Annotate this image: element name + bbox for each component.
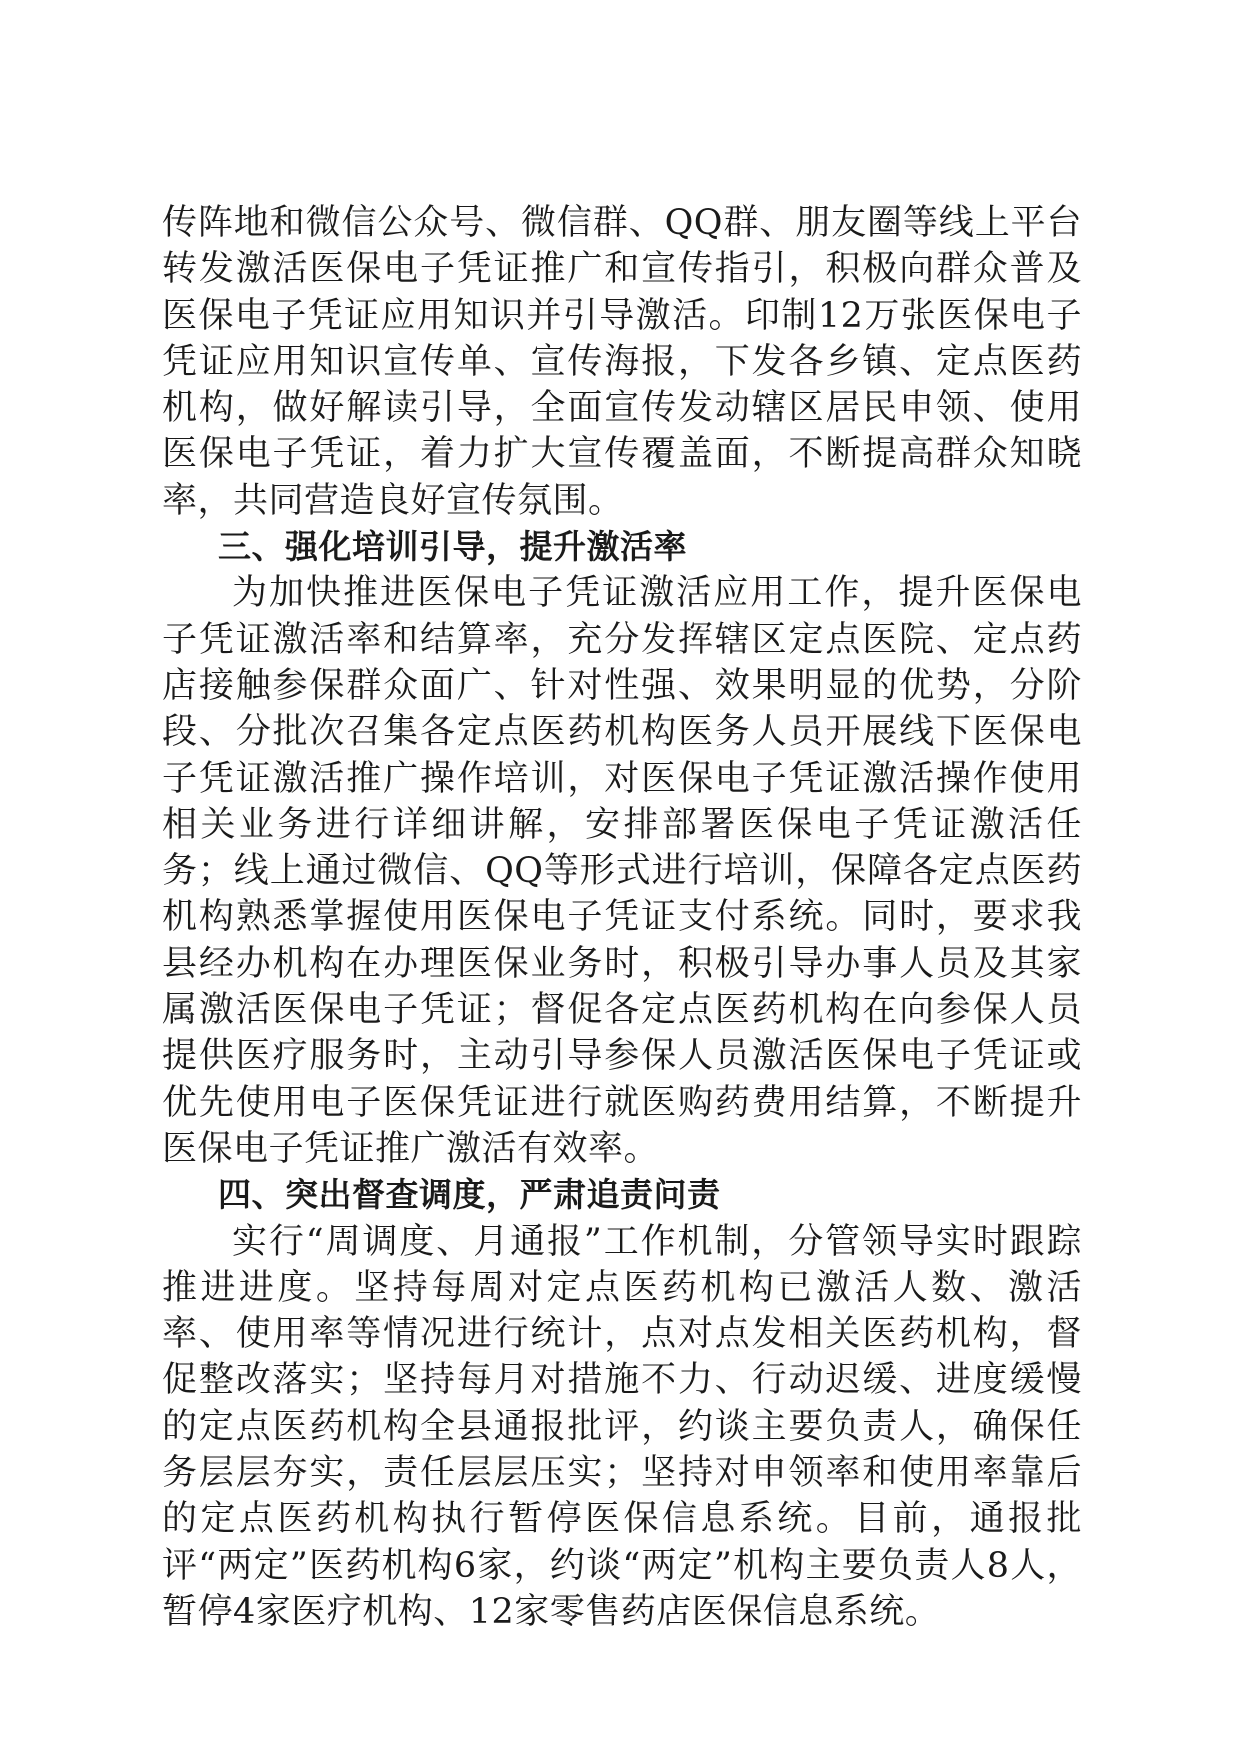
document-page	[162, 200, 1082, 1635]
section-heading-training: 三、强化培训引导，提升激活率	[218, 527, 687, 567]
paragraph-training: 为加快推进医保电子凭证激活应用工作，提升医保电子凭证激活率和结算率，充分发挥辖区定点医院、定点药店接触参保群众面广、针对性强、效果明显的优势，分阶段、分批次召集各定点医药机构医务人员开展线下医保电子凭证激活推广操作培训，对医保电子凭证激活操作使用相关业务进行详细讲解，安排部署医保电子凭证激活任务；线上通过微信、QQ等形式进行培训，保障各定点医药机构熟悉掌握使用医保电子凭证支付系统。同时，要求我县经办机构在办理医保业务时，积极引导办事人员及其家属激活医保电子凭证；督促各定点医药机构在向参保人员提供医疗服务时，主动引导参保人员激活医保电子凭证或优先使用电子医保凭证进行就医购药费用结算，不断提升医保电子凭证推广激活有效率。	[162, 573, 1082, 1169]
paragraph-supervision: 实行“周调度、月通报”工作机制，分管领导实时跟踪推进进度。坚持每周对定点医药机构已激活人数、激活率、使用率等情况进行统计，点对点发相关医药机构，督促整改落实；坚持每月对措施不力、行动迟缓、进度缓慢的定点医药机构全县通报批评，约谈主要负责人，确保任务层层夯实，责任层层压实；坚持对申领率和使用率靠后的定点医药机构执行暂停医保信息系统。目前，通报批评“两定”医药机构6家，约谈“两定”机构主要负责人8人，暂停4家医疗机构、12家零售药店医保信息系统。	[162, 1221, 1082, 1632]
paragraph-publicity-continuation: 传阵地和微信公众号、微信群、QQ群、朋友圈等线上平台转发激活医保电子凭证推广和宣传指引，积极向群众普及医保电子凭证应用知识并引导激活。印制12万张医保电子凭证应用知识宣传单、宣传海报，下发各乡镇、定点医药机构，做好解读引导，全面宣传发动辖区居民申领、使用医保电子凭证，着力扩大宣传覆盖面，不断提高群众知晓率，共同营造良好宣传氛围。	[162, 203, 1082, 521]
section-heading-supervision: 四、突出督查调度，严肃追责问责	[218, 1175, 721, 1215]
